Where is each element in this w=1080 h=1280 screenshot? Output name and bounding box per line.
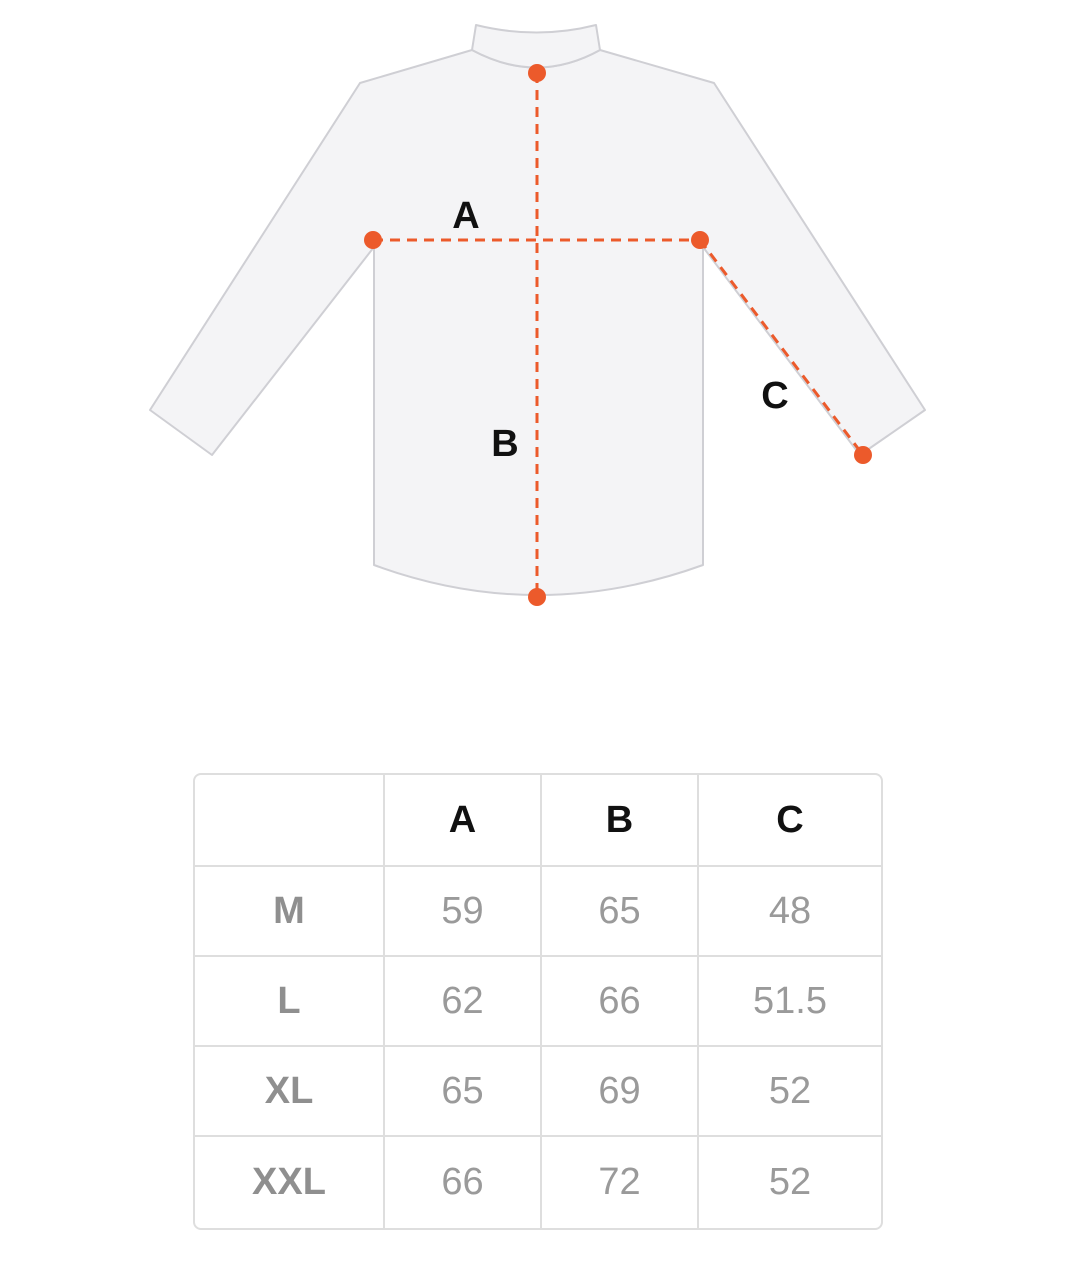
point-right-armpit — [691, 231, 709, 249]
header-corner — [195, 775, 385, 867]
value-b: 69 — [542, 1047, 699, 1137]
header-b: B — [542, 775, 699, 867]
value-a: 65 — [385, 1047, 542, 1137]
size-chart-table — [193, 773, 883, 1230]
value-c: 51.5 — [699, 957, 881, 1047]
point-collar — [528, 64, 546, 82]
value-b: 66 — [542, 957, 699, 1047]
value-c: 48 — [699, 867, 881, 957]
size-label: XL — [195, 1047, 385, 1137]
label-c: C — [761, 375, 789, 417]
size-label: M — [195, 867, 385, 957]
header-c: C — [699, 775, 881, 867]
size-label: L — [195, 957, 385, 1047]
value-b: 72 — [542, 1137, 699, 1228]
size-label: XXL — [195, 1137, 385, 1228]
point-left-armpit — [364, 231, 382, 249]
header-a: A — [385, 775, 542, 867]
point-hem — [528, 588, 546, 606]
point-sleeve-end — [854, 446, 872, 464]
label-a: A — [452, 195, 480, 237]
value-a: 59 — [385, 867, 542, 957]
value-b: 65 — [542, 867, 699, 957]
value-a: 66 — [385, 1137, 542, 1228]
label-b: B — [491, 423, 519, 465]
value-c: 52 — [699, 1047, 881, 1137]
value-c: 52 — [768, 1161, 812, 1203]
value-a: 62 — [385, 957, 542, 1047]
